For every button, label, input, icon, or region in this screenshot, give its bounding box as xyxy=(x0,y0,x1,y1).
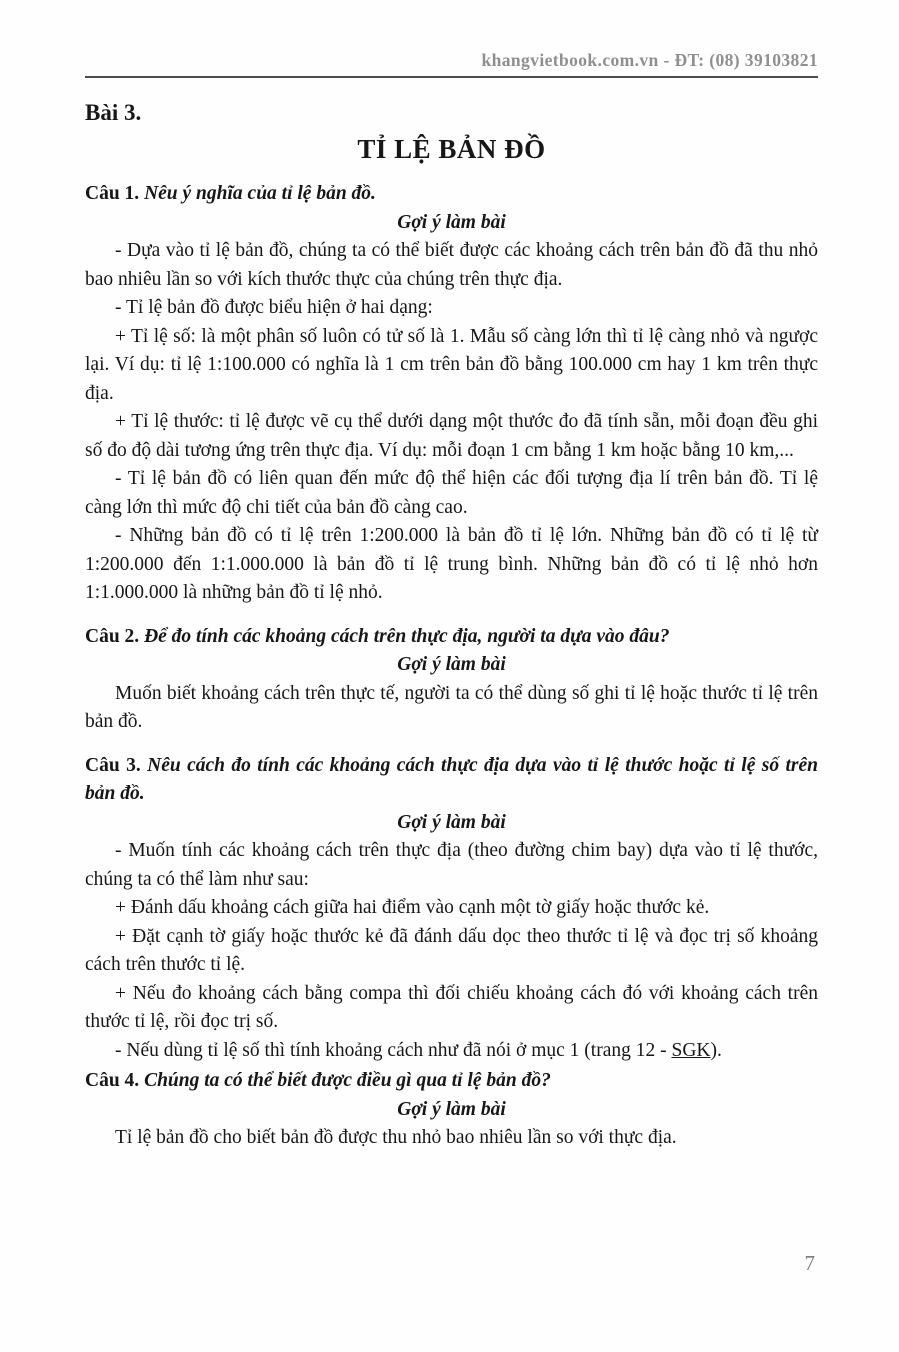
site-header: khangvietbook.com.vn - ĐT: (08) 39103821 xyxy=(481,50,818,70)
answer-paragraph: - Dựa vào tỉ lệ bản đồ, chúng ta có thể biết được các khoảng cách trên bản đồ đã thu nhỏ bao nhiêu lần so với kích thước thực của chúng trên thực địa. xyxy=(85,240,818,290)
question-1 xyxy=(85,180,818,209)
sgk-reference: SGK xyxy=(671,1039,711,1061)
hint-heading: Gợi ý làm bài xyxy=(397,211,506,233)
note-prefix: - Nếu dùng tỉ lệ số thì tính khoảng cách như đã nói ở mục 1 (trang 12 - xyxy=(115,1039,672,1061)
question-label: Câu 2. xyxy=(85,625,140,647)
answer-paragraph: - Muốn tính các khoảng cách trên thực địa (theo đường chim bay) dựa vào tỉ lệ thước, chúng ta có thể làm như sau: xyxy=(85,840,818,890)
answer-paragraph: + Nếu đo khoảng cách bằng compa thì đối chiếu khoảng cách đó với khoảng cách trên thước tỉ lệ, rồi đọc trị số. xyxy=(85,982,818,1032)
lesson-label: Bài 3. xyxy=(85,100,142,125)
question-text: Nêu ý nghĩa của tỉ lệ bản đồ. xyxy=(144,183,376,204)
question-4 xyxy=(85,1067,818,1096)
question-3 xyxy=(85,752,818,809)
page-number: 7 xyxy=(804,1251,815,1275)
hint-heading: Gợi ý làm bài xyxy=(397,811,506,833)
hint-heading: Gợi ý làm bài xyxy=(397,654,506,675)
answer-paragraph: Muốn biết khoảng cách trên thực tế, người ta có thể dùng số ghi tỉ lệ hoặc thước tỉ lệ trên bản đồ. xyxy=(85,682,818,732)
answer-paragraph: - Những bản đồ có tỉ lệ trên 1:200.000 là bản đồ tỉ lệ lớn. Những bản đồ có tỉ lệ từ 1:200.000 đến 1:1.000.000 là bản đồ tỉ lệ trung bình. Những bản đồ có tỉ lệ nhỏ hơn 1:1.000.000 là những bản đồ tỉ lệ nhỏ. xyxy=(85,525,818,603)
answer-paragraph xyxy=(85,1037,818,1066)
hint-heading: Gợi ý làm bài xyxy=(397,1098,506,1120)
answer-paragraph: + Tỉ lệ số: là một phân số luôn có tử số là 1. Mẫu số càng lớn thì tỉ lệ càng nhỏ và ngược lại. Ví dụ: tỉ lệ 1:100.000 có nghĩa là 1 cm trên bản đồ bằng 100.000 cm hay 1 km trên thực địa. xyxy=(85,325,818,404)
header-rule xyxy=(85,76,818,78)
answer-paragraph: + Tỉ lệ thước: tỉ lệ được vẽ cụ thể dưới dạng một thước đo đã tính sẵn, mỗi đoạn đều ghi số đo độ dài tương ứng trên thực địa. Ví dụ: mỗi đoạn 1 cm bằng 1 km hoặc bằng 10 km,... xyxy=(85,411,818,461)
answer-paragraph: - Tỉ lệ bản đồ có liên quan đến mức độ thể hiện các đối tượng địa lí trên bản đồ. Tỉ lệ càng lớn thì mức độ chi tiết của bản đồ càng cao. xyxy=(85,468,818,518)
question-label: Câu 3. xyxy=(85,754,141,776)
note-suffix: ). xyxy=(710,1039,722,1061)
question-label: Câu 1. xyxy=(85,183,140,204)
answer-paragraph: Tỉ lệ bản đồ cho biết bản đồ được thu nhỏ bao nhiêu lần so với thực địa. xyxy=(115,1127,677,1148)
question-label: Câu 4. xyxy=(85,1070,140,1091)
question-text: Nêu cách đo tính các khoảng cách thực địa dựa vào tỉ lệ thước hoặc tỉ lệ số trên bản đồ. xyxy=(85,754,819,804)
page-title: TỈ LỆ BẢN ĐỒ xyxy=(357,134,546,164)
question-text: Chúng ta có thể biết được điều gì qua tỉ lệ bản đồ? xyxy=(144,1070,551,1091)
answer-paragraph: + Đặt cạnh tờ giấy hoặc thước kẻ đã đánh dấu dọc theo thước tỉ lệ và đọc trị số khoảng cách trên thước tỉ lệ. xyxy=(85,925,818,975)
answer-paragraph: + Đánh dấu khoảng cách giữa hai điểm vào cạnh một tờ giấy hoặc thước kẻ. xyxy=(115,897,710,918)
answer-paragraph: - Tỉ lệ bản đồ được biểu hiện ở hai dạng: xyxy=(115,297,433,318)
question-2 xyxy=(85,623,818,652)
question-text: Để đo tính các khoảng cách trên thực địa, người ta dựa vào đâu? xyxy=(144,625,670,647)
